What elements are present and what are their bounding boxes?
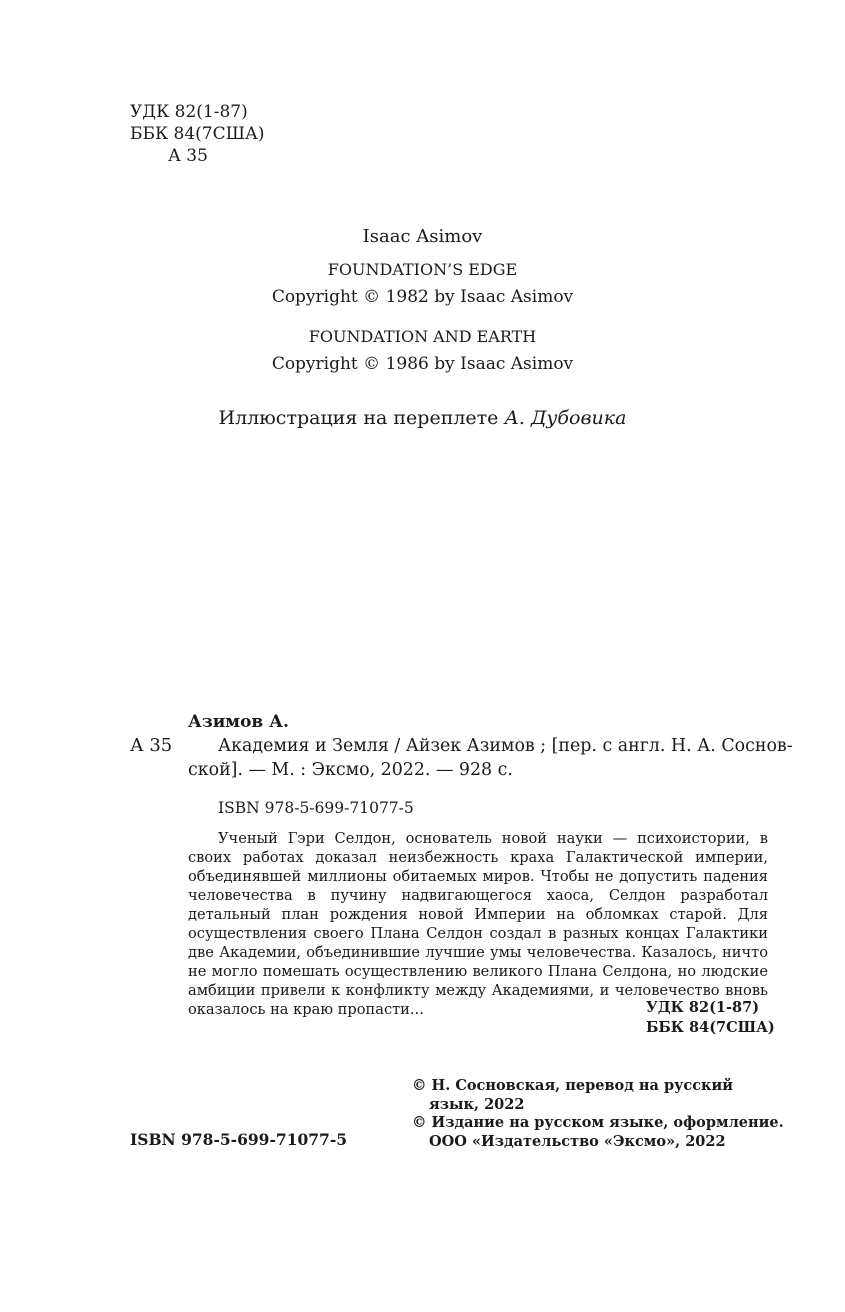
udk-code: УДК 82(1-87): [130, 102, 248, 122]
original-author: Isaac Asimov: [362, 226, 483, 247]
top-classification-codes: [130, 101, 265, 167]
bib-line-1: Академия и Земля / Айзек Азимов ; [пер. с англ. Н. А. Соснов-: [218, 736, 793, 756]
footer-isbn: ISBN 978-5-699-71077-5: [130, 1130, 348, 1149]
edition-copyright-line-1: © Издание на русском языке, оформление.: [412, 1114, 784, 1131]
catalog-isbn: ISBN 978-5-699-71077-5: [218, 799, 414, 817]
card-udk: УДК 82(1-87): [646, 999, 760, 1016]
abstract-text: Ученый Гэри Селдон, основатель новой науки — психоистории, в своих работах доказал неизбежность краха Галактической империи, объединявшей миллионы обитаемых миров. Чтобы не допустить падения человечества в пучину надвигающегося хаоса, Селдон разработал детальный план рождения новой Империи на обломках старой. Для осуществления своего Плана Селдон создал в разных концах Галактики две Академии, объединившие лучшие умы человечества. Казалось, ничто не могло помешать осуществлению великого Плана Селдона, но людские амбиции привели к конфликту между Академиями, и человечество вновь оказалось на краю пропасти...: [188, 830, 768, 1018]
book1-title: FOUNDATION’S EDGE: [327, 260, 518, 279]
book2-copyright: Copyright © 1986 by Isaac Asimov: [271, 354, 574, 374]
illustration-prefix: Иллюстрация на переплете: [218, 407, 499, 429]
bbk-code: ББК 84(7США): [130, 124, 265, 144]
translation-copyright-line-2: язык, 2022: [429, 1096, 525, 1113]
card-bbk: ББК 84(7США): [646, 1019, 775, 1036]
illustrator-name: А. Дубовика: [504, 407, 627, 429]
book1-copyright: Copyright © 1982 by Isaac Asimov: [271, 287, 574, 307]
author-mark: А 35: [168, 146, 208, 166]
catalog-author-heading: Азимов А.: [188, 712, 289, 732]
translation-copyright-line-1: © Н. Сосновская, перевод на русский: [412, 1077, 734, 1094]
bib-line-2: ской]. — М. : Эксмо, 2022. — 928 с.: [188, 760, 513, 780]
illustration-credit: [0, 406, 845, 430]
book2-title: FOUNDATION AND EARTH: [308, 327, 537, 346]
edition-copyright-line-2: ООО «Издательство «Эксмо», 2022: [429, 1133, 726, 1150]
catalog-author-mark: А 35: [130, 735, 173, 756]
